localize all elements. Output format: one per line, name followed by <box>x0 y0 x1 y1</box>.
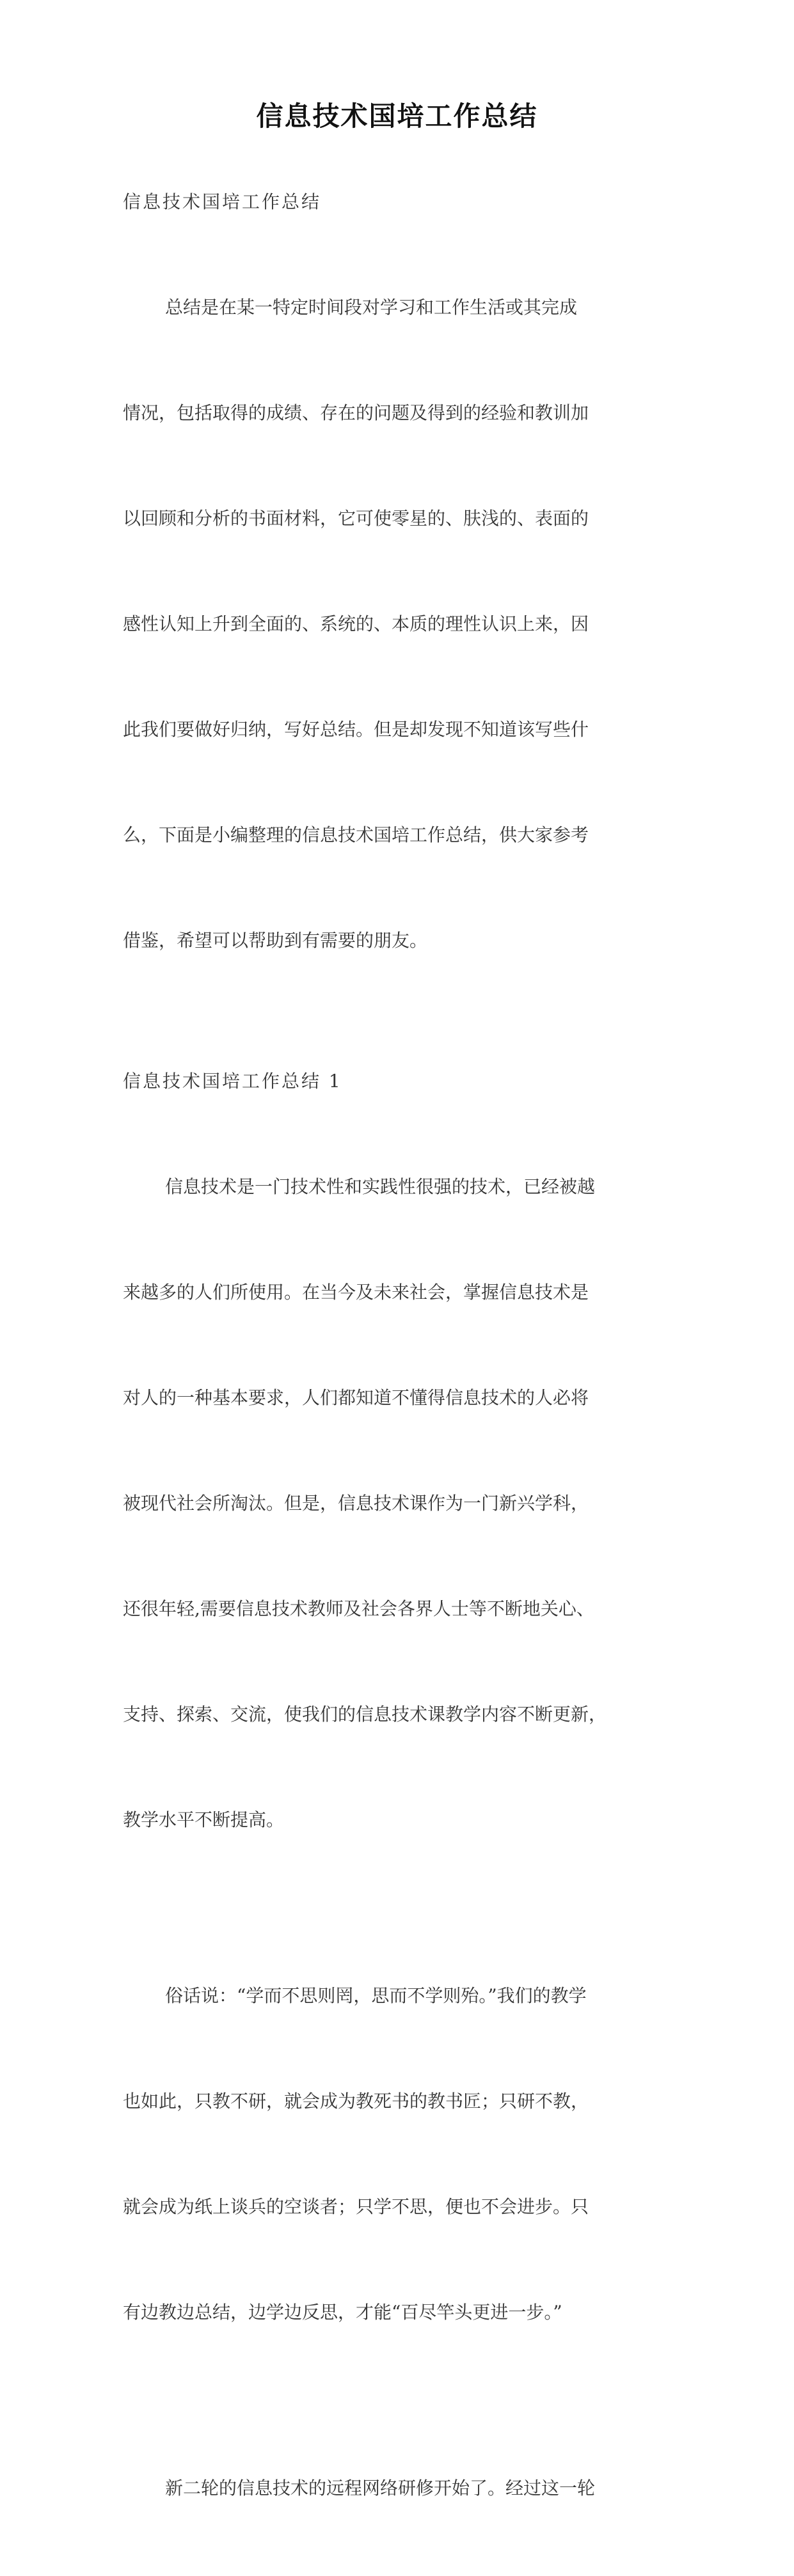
paragraph-line: 总结是在某一特定时间段对学习和工作生活或其完成 <box>165 297 578 318</box>
paragraph-line: 还很年轻,需要信息技术教师及社会各界人士等不断地关心、 <box>123 1598 594 1619</box>
paragraph-line: 俗话说：“学而不思则罔，思而不学则殆。”我们的教学 <box>165 1985 587 2006</box>
paragraph-line: 对人的一种基本要求，人们都知道不懂得信息技术的人必将 <box>123 1387 589 1408</box>
paragraph-line: 么，下面是小编整理的信息技术国培工作总结，供大家参考 <box>123 824 589 845</box>
paragraph-line: 此我们要做好归纳，写好总结。但是却发现不知道该写些什 <box>123 719 589 740</box>
paragraph-line: 感性认知上升到全面的、系统的、本质的理性认识上来，因 <box>123 613 589 634</box>
paragraph-line: 以回顾和分析的书面材料，它可使零星的、肤浅的、表面的 <box>123 508 589 529</box>
intro-heading: 信息技术国培工作总结 <box>123 191 322 212</box>
paragraph-line: 也如此，只教不研，就会成为教死书的教书匠；只研不教， <box>123 2091 589 2112</box>
section1-heading: 信息技术国培工作总结 1 <box>123 1071 342 1092</box>
paragraph-line: 来越多的人们所使用。在当今及未来社会，掌握信息技术是 <box>123 1282 589 1303</box>
paragraph-line: 支持、探索、交流，使我们的信息技术课教学内容不断更新， <box>123 1704 607 1725</box>
paragraph-line: 就会成为纸上谈兵的空谈者；只学不思，便也不会进步。只 <box>123 2196 589 2217</box>
intro-paragraph <box>123 219 673 1028</box>
paragraph-line: 教学水平不断提高。 <box>123 1809 285 1830</box>
section1-paragraph-3 <box>123 2400 673 2576</box>
paragraph-line: 新二轮的信息技术的远程网络研修开始了。经过这一轮 <box>165 2478 596 2499</box>
section1-paragraph-1 <box>123 1099 673 1908</box>
paragraph-line: 被现代社会所淘汰。但是，信息技术课作为一门新兴学科， <box>123 1493 589 1514</box>
document-body <box>123 184 673 2576</box>
document-title: 信息技术国培工作总结 <box>256 100 538 132</box>
paragraph-line: 信息技术是一门技术性和实践性很强的技术，已经被越 <box>165 1176 596 1197</box>
spacer <box>123 1028 673 1064</box>
section1-paragraph-2 <box>123 1908 673 2400</box>
paragraph-line: 情况，包括取得的成绩、存在的问题及得到的经验和教训加 <box>123 402 589 423</box>
paragraph-line: 借鉴，希望可以帮助到有需要的朋友。 <box>123 930 428 951</box>
paragraph-line: 有边教边总结，边学边反思，才能“百尽竿头更进一步。” <box>123 2302 562 2323</box>
